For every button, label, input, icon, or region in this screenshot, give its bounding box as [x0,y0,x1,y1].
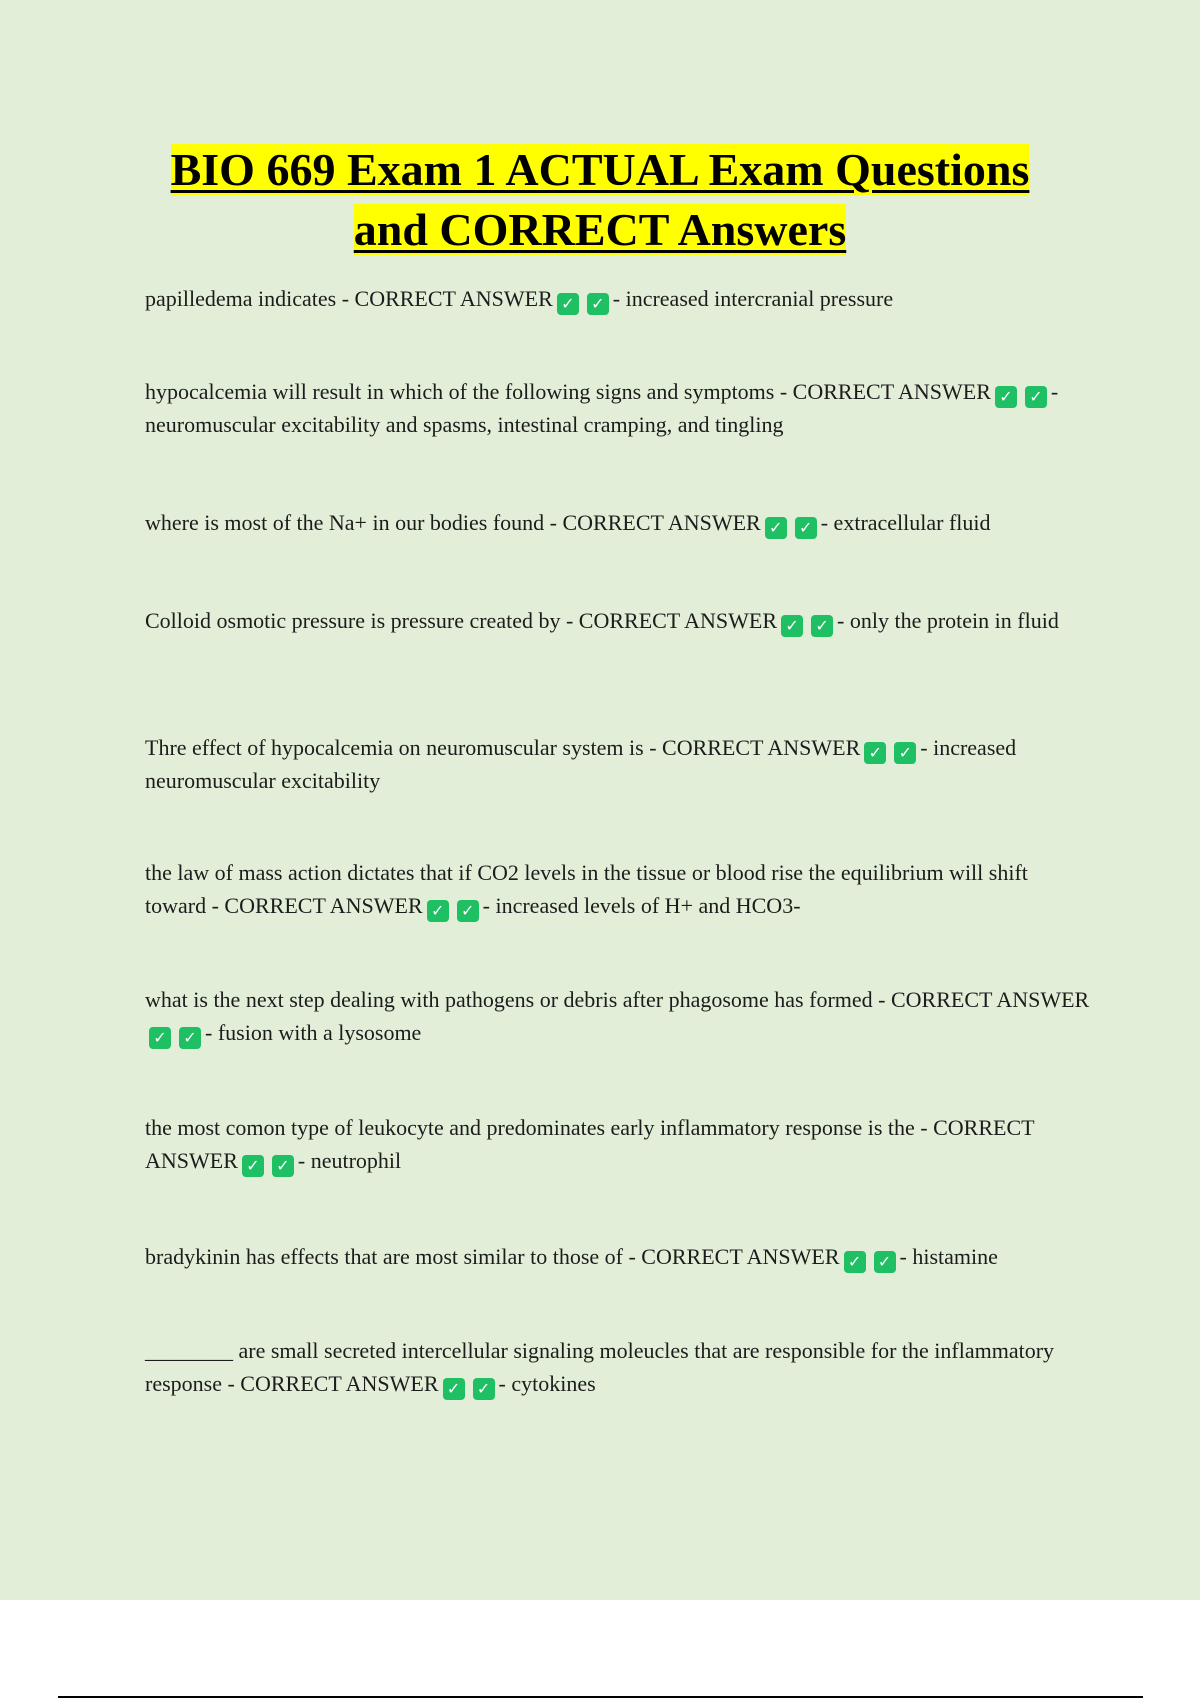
question-text: hypocalcemia will result in which of the following signs and symptoms - CORRECT ANSWER [145,379,991,404]
qa-item [145,1240,1090,1273]
check-mark-icon: ✓ [995,386,1017,408]
document-title [0,140,1200,260]
check-mark-icon: ✓ [557,293,579,315]
question-text: Colloid osmotic pressure is pressure created by - CORRECT ANSWER [145,608,778,633]
check-mark-icon: ✓ [864,742,886,764]
qa-item [145,983,1090,1049]
qa-item [145,856,1090,922]
answer-text: - increased levels of H+ and HCO3- [482,893,801,918]
check-mark-icon: ✓ [242,1155,264,1177]
qa-item [145,282,1090,315]
check-mark-icon: ✓ [781,615,803,637]
question-text: what is the next step dealing with pathogens or debris after phagosome has formed - CORRECT ANSWER [145,987,1090,1012]
check-mark-icon: ✓ [795,517,817,539]
answer-text: - fusion with a lysosome [205,1020,422,1045]
qa-item [145,506,1090,539]
check-mark-icon: ✓ [427,900,449,922]
question-text: where is most of the Na+ in our bodies found - CORRECT ANSWER [145,510,761,535]
check-mark-icon: ✓ [272,1155,294,1177]
question-text: Thre effect of hypocalcemia on neuromuscular system is - CORRECT ANSWER [145,735,861,760]
answer-text: - cytokines [498,1371,596,1396]
check-mark-icon: ✓ [149,1027,171,1049]
question-text: ________ are small secreted intercellular signaling moleucles that are responsible for the inflammatory response - CORRECT ANSWER [145,1338,1055,1396]
check-mark-icon: ✓ [894,742,916,764]
check-mark-icon: ✓ [473,1378,495,1400]
check-mark-icon: ✓ [811,615,833,637]
check-mark-icon: ✓ [765,517,787,539]
qa-item [145,604,1090,637]
check-mark-icon: ✓ [457,900,479,922]
answer-text: - only the protein in fluid [837,608,1059,633]
qa-item [145,1334,1090,1400]
answer-text: - neuromuscular excitability and spasms, intestinal cramping, and tingling [145,379,1059,437]
question-text: bradykinin has effects that are most similar to those of - CORRECT ANSWER [145,1244,840,1269]
question-text: papilledema indicates - CORRECT ANSWER [145,286,553,311]
answer-text: - increased intercranial pressure [612,286,894,311]
check-mark-icon: ✓ [874,1251,896,1273]
qa-item [145,375,1090,441]
qa-item [145,1111,1090,1177]
answer-text: - extracellular fluid [820,510,991,535]
check-mark-icon: ✓ [844,1251,866,1273]
question-text: the most comon type of leukocyte and predominates early inflammatory response is the - CORRECT ANSWER [145,1115,1035,1173]
answer-text: - increased neuromuscular excitability [145,735,1017,793]
title-line-2: and CORRECT Answers [353,204,847,255]
answer-text: - neutrophil [297,1148,402,1173]
answer-text: - histamine [899,1244,998,1269]
check-mark-icon: ✓ [443,1378,465,1400]
check-mark-icon: ✓ [587,293,609,315]
title-line-1: BIO 669 Exam 1 ACTUAL Exam Questions [170,144,1030,195]
check-mark-icon: ✓ [1025,386,1047,408]
footer-divider [58,1696,1143,1698]
qa-item [145,731,1090,797]
question-text: the law of mass action dictates that if CO2 levels in the tissue or blood rise the equilibrium will shift toward - CORRECT ANSWER [145,860,1028,918]
check-mark-icon: ✓ [179,1027,201,1049]
